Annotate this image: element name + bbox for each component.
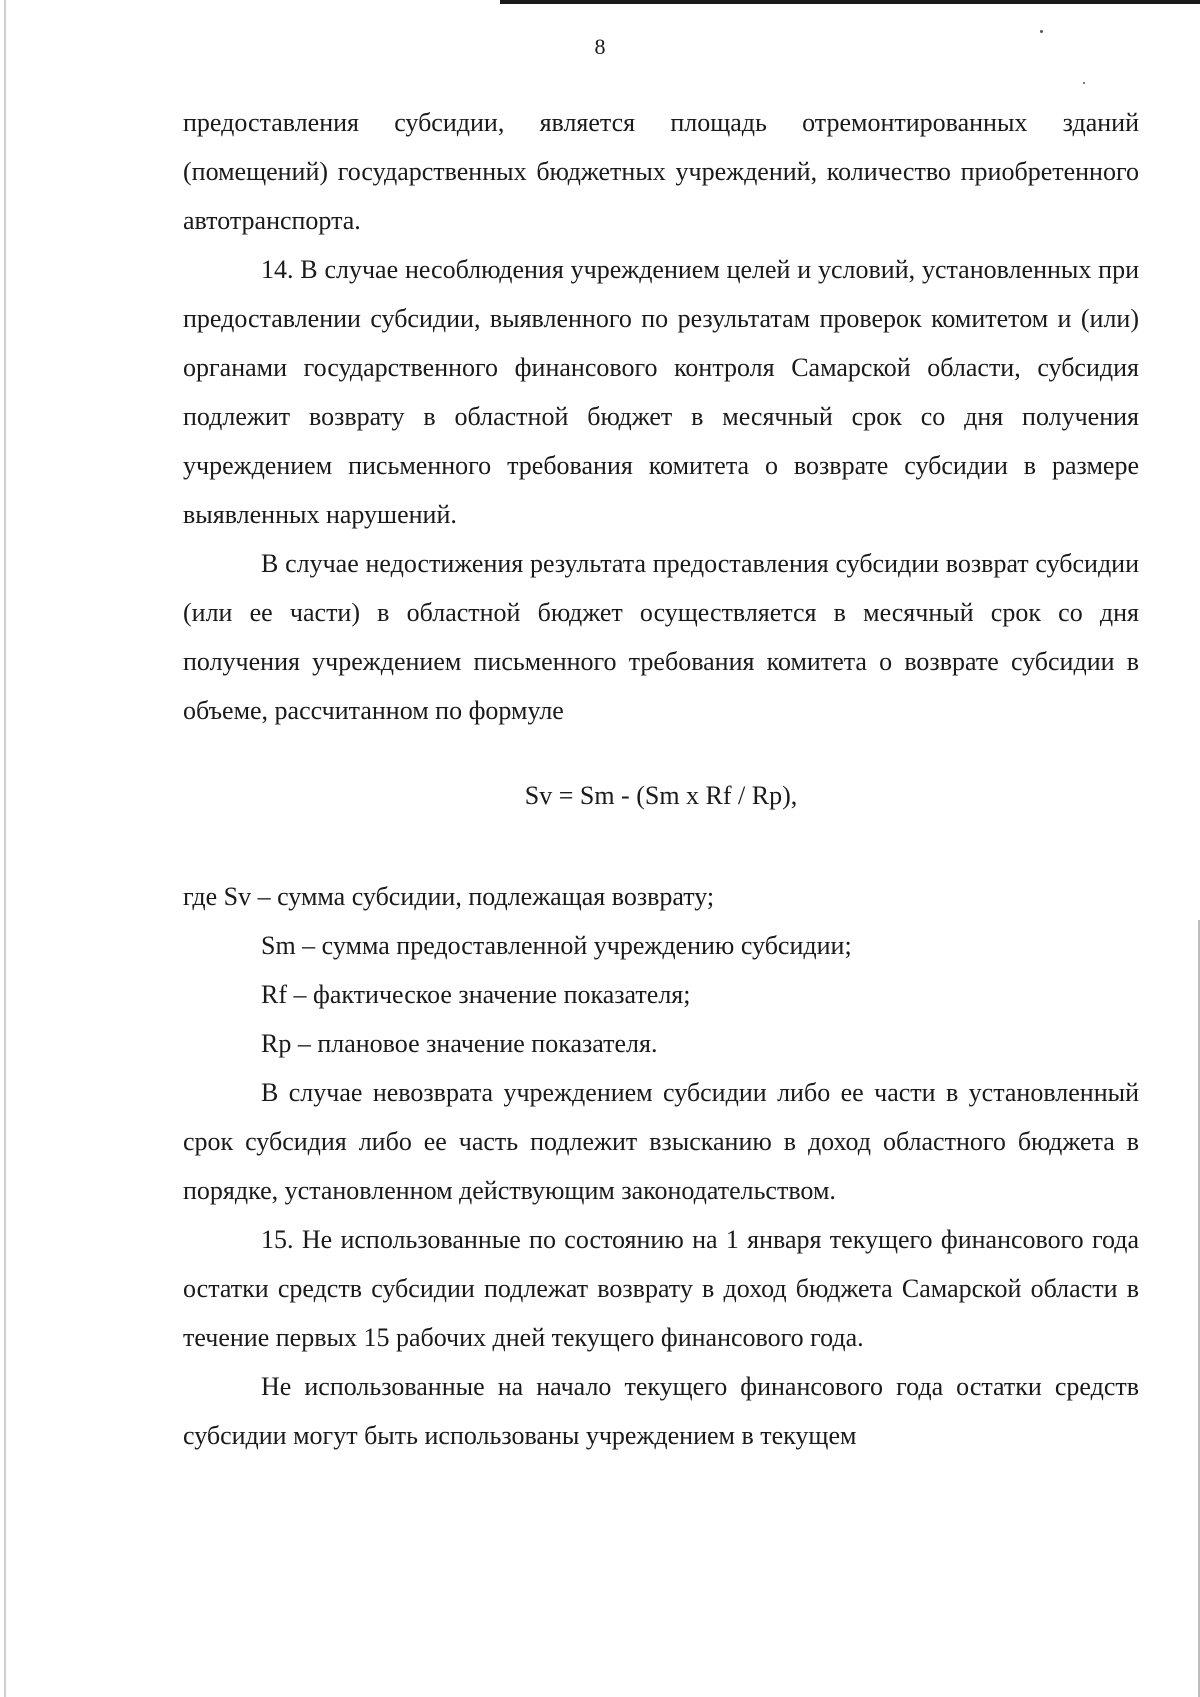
formula-legend-rf: Rf – фактическое значение показателя;	[261, 980, 691, 1009]
paragraph-refund-rule: В случае недостижения результата предоставления субсидии возврат субсидии (или ее части) в областной бюджет осуществляется в месячный срок со дня получения учреждением письменного требования комитета о возврате субсидии в объеме, рассчитанном по формуле	[183, 549, 1139, 725]
scan-left-edge	[4, 0, 6, 1697]
page-number: 8	[594, 34, 606, 59]
paragraph-remaining-funds: Не использованные на начало текущего финансового года остатки средств субсидии могут быть использованы учреждением в текущем	[183, 1372, 1139, 1450]
formula-legend-sm: Sm – сумма предоставленной учреждению субсидии;	[261, 931, 852, 960]
scan-speck	[1040, 30, 1043, 33]
refund-formula: Sv = Sm - (Sm x Rf / Rp),	[524, 781, 798, 810]
paragraph-continuation: предоставления субсидии, является площадь отремонтированных зданий (помещений) государственных бюджетных учреждений, количество приобретенного автотранспорта.	[183, 108, 1139, 235]
formula-legend-sv: где Sv – сумма субсидии, подлежащая возврату;	[183, 882, 715, 911]
scan-speck	[1083, 82, 1085, 84]
document-body	[183, 98, 1139, 1460]
paragraph-item-14: 14. В случае несоблюдения учреждением целей и условий, установленных при предоставлении субсидии, выявленного по результатам проверок комитетом и (или) органами государственного финансового контроля Самарской области, субсидия подлежит возврату в областной бюджет в месячный срок со дня получения учреждением письменного требования комитета о возврате субсидии в размере выявленных нарушений.	[183, 255, 1139, 529]
paragraph-non-return: В случае невозврата учреждением субсидии либо ее части в установленный срок субсидия либо ее часть подлежит взысканию в доход областного бюджета в порядке, установленном действующим законодательством.	[183, 1078, 1139, 1205]
scan-top-border	[500, 0, 1200, 4]
paragraph-item-15: 15. Не использованные по состоянию на 1 января текущего финансового года остатки средств субсидии подлежат возврату в доход бюджета Самарской области в течение первых 15 рабочих дней текущего финансового года.	[183, 1225, 1139, 1352]
formula-legend-rp: Rp – плановое значение показателя.	[261, 1029, 658, 1058]
